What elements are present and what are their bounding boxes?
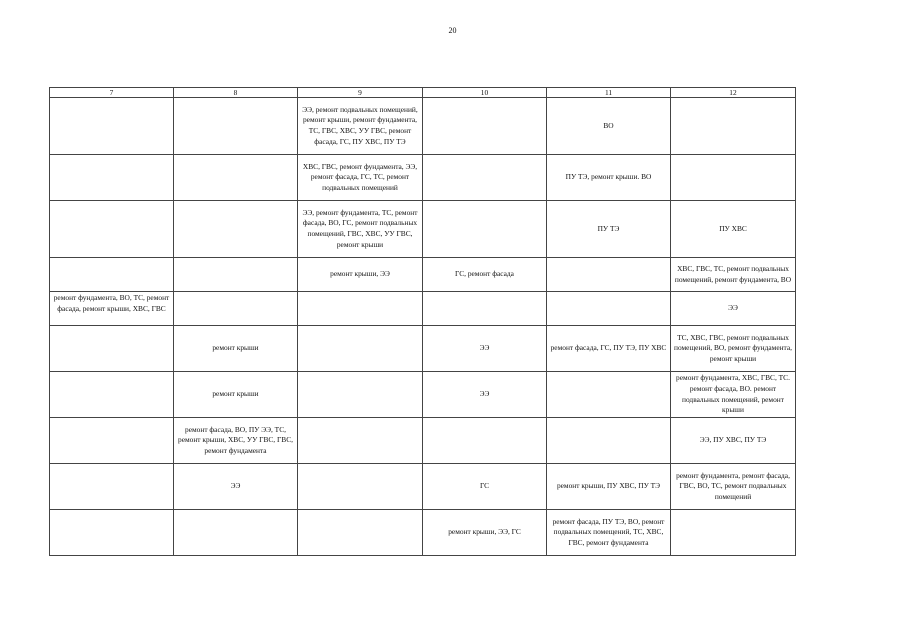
column-header: 11	[547, 88, 671, 98]
table-cell: ремонт крыши, ЭЭ, ГС	[423, 510, 547, 556]
table-cell	[547, 418, 671, 464]
table-cell	[50, 326, 174, 372]
table-cell	[547, 258, 671, 292]
table-cell	[50, 510, 174, 556]
table-cell: ремонт крыши, ПУ ХВС, ПУ ТЭ	[547, 464, 671, 510]
table-cell: ЭЭ, ПУ ХВС, ПУ ТЭ	[671, 418, 796, 464]
table-cell: ГС, ремонт фасада	[423, 258, 547, 292]
table-cell	[50, 464, 174, 510]
table-cell	[298, 372, 423, 418]
table-row	[50, 201, 796, 258]
table-cell	[298, 510, 423, 556]
table-cell: ПУ ТЭ, ремонт крыши. ВО	[547, 155, 671, 201]
table-cell	[298, 418, 423, 464]
table-cell	[50, 155, 174, 201]
table-cell	[50, 98, 174, 155]
table-cell	[671, 510, 796, 556]
table-cell	[50, 258, 174, 292]
table-cell	[423, 201, 547, 258]
table-cell: ремонт фасада, ПУ ТЭ, ВО, ремонт подвальных помещений, ТС, ХВС, ГВС, ремонт фундамента	[547, 510, 671, 556]
table-cell	[174, 258, 298, 292]
table-cell	[547, 372, 671, 418]
header-row	[50, 88, 796, 98]
column-header: 9	[298, 88, 423, 98]
table-cell: ВО	[547, 98, 671, 155]
column-header: 10	[423, 88, 547, 98]
table-row	[50, 418, 796, 464]
table-cell: ЭЭ, ремонт подвальных помещений, ремонт крыши, ремонт фундамента, ТС, ГВС, ХВС, УУ ГВС, ремонт фасада, ГС, ПУ ХВС, ПУ ТЭ	[298, 98, 423, 155]
table-row	[50, 510, 796, 556]
table-cell	[174, 98, 298, 155]
table-cell: ремонт фундамента, ВО, ТС, ремонт фасада, ремонт крыши, ХВС, ГВС	[50, 292, 174, 326]
table-cell	[298, 326, 423, 372]
table-cell: ЭЭ	[423, 326, 547, 372]
table-cell: ремонт крыши	[174, 372, 298, 418]
column-header: 8	[174, 88, 298, 98]
works-table	[49, 87, 796, 556]
table-cell: ХВС, ГВС, ТС, ремонт подвальных помещений, ремонт фундамента, ВО	[671, 258, 796, 292]
table-row	[50, 98, 796, 155]
table-cell	[50, 418, 174, 464]
table-cell	[298, 464, 423, 510]
table-cell	[423, 98, 547, 155]
table-cell	[174, 292, 298, 326]
table-cell	[174, 510, 298, 556]
page-number: 20	[448, 26, 457, 35]
table-cell: ТС, ХВС, ГВС, ремонт подвальных помещений, ВО, ремонт фундамента, ремонт крыши	[671, 326, 796, 372]
table-row	[50, 258, 796, 292]
table-cell	[423, 155, 547, 201]
table-cell	[174, 201, 298, 258]
table-cell: ПУ ТЭ	[547, 201, 671, 258]
table-row	[50, 326, 796, 372]
table-cell: ХВС, ГВС, ремонт фундамента, ЭЭ, ремонт фасада, ГС, ТС, ремонт подвальных помещений	[298, 155, 423, 201]
table-cell	[50, 201, 174, 258]
table-cell: ремонт фасада, ГС, ПУ ТЭ, ПУ ХВС	[547, 326, 671, 372]
table-cell: ремонт фундамента, ХВС, ГВС, ТС. ремонт фасада, ВО. ремонт подвальных помещений, ремонт крыши	[671, 372, 796, 418]
table-cell: ЭЭ, ремонт фундамента, ТС, ремонт фасада, ВО, ГС, ремонт подвальных помещений, ГВС, ХВС, УУ ГВС, ремонт крыши	[298, 201, 423, 258]
table-cell	[298, 292, 423, 326]
table-cell	[50, 372, 174, 418]
table-cell: ремонт фундамента, ремонт фасада, ГВС, ВО, ТС, ремонт подвальных помещений	[671, 464, 796, 510]
table-cell	[174, 155, 298, 201]
table-cell: ЭЭ	[423, 372, 547, 418]
table-row	[50, 372, 796, 418]
table-cell: ГС	[423, 464, 547, 510]
table-cell	[671, 98, 796, 155]
table-cell: ремонт крыши	[174, 326, 298, 372]
table-cell: ремонт фасада, ВО, ПУ ЭЭ, ТС, ремонт крыши, ХВС, УУ ГВС, ГВС, ремонт фундамента	[174, 418, 298, 464]
table-cell: ремонт крыши, ЭЭ	[298, 258, 423, 292]
column-header: 7	[50, 88, 174, 98]
table-row	[50, 155, 796, 201]
table-cell: ЭЭ	[174, 464, 298, 510]
column-header: 12	[671, 88, 796, 98]
table-cell: ЭЭ	[671, 292, 796, 326]
table-row	[50, 292, 796, 326]
table-cell	[547, 292, 671, 326]
table-row	[50, 464, 796, 510]
table-cell	[671, 155, 796, 201]
table-cell	[423, 418, 547, 464]
table-cell: ПУ ХВС	[671, 201, 796, 258]
table-cell	[423, 292, 547, 326]
